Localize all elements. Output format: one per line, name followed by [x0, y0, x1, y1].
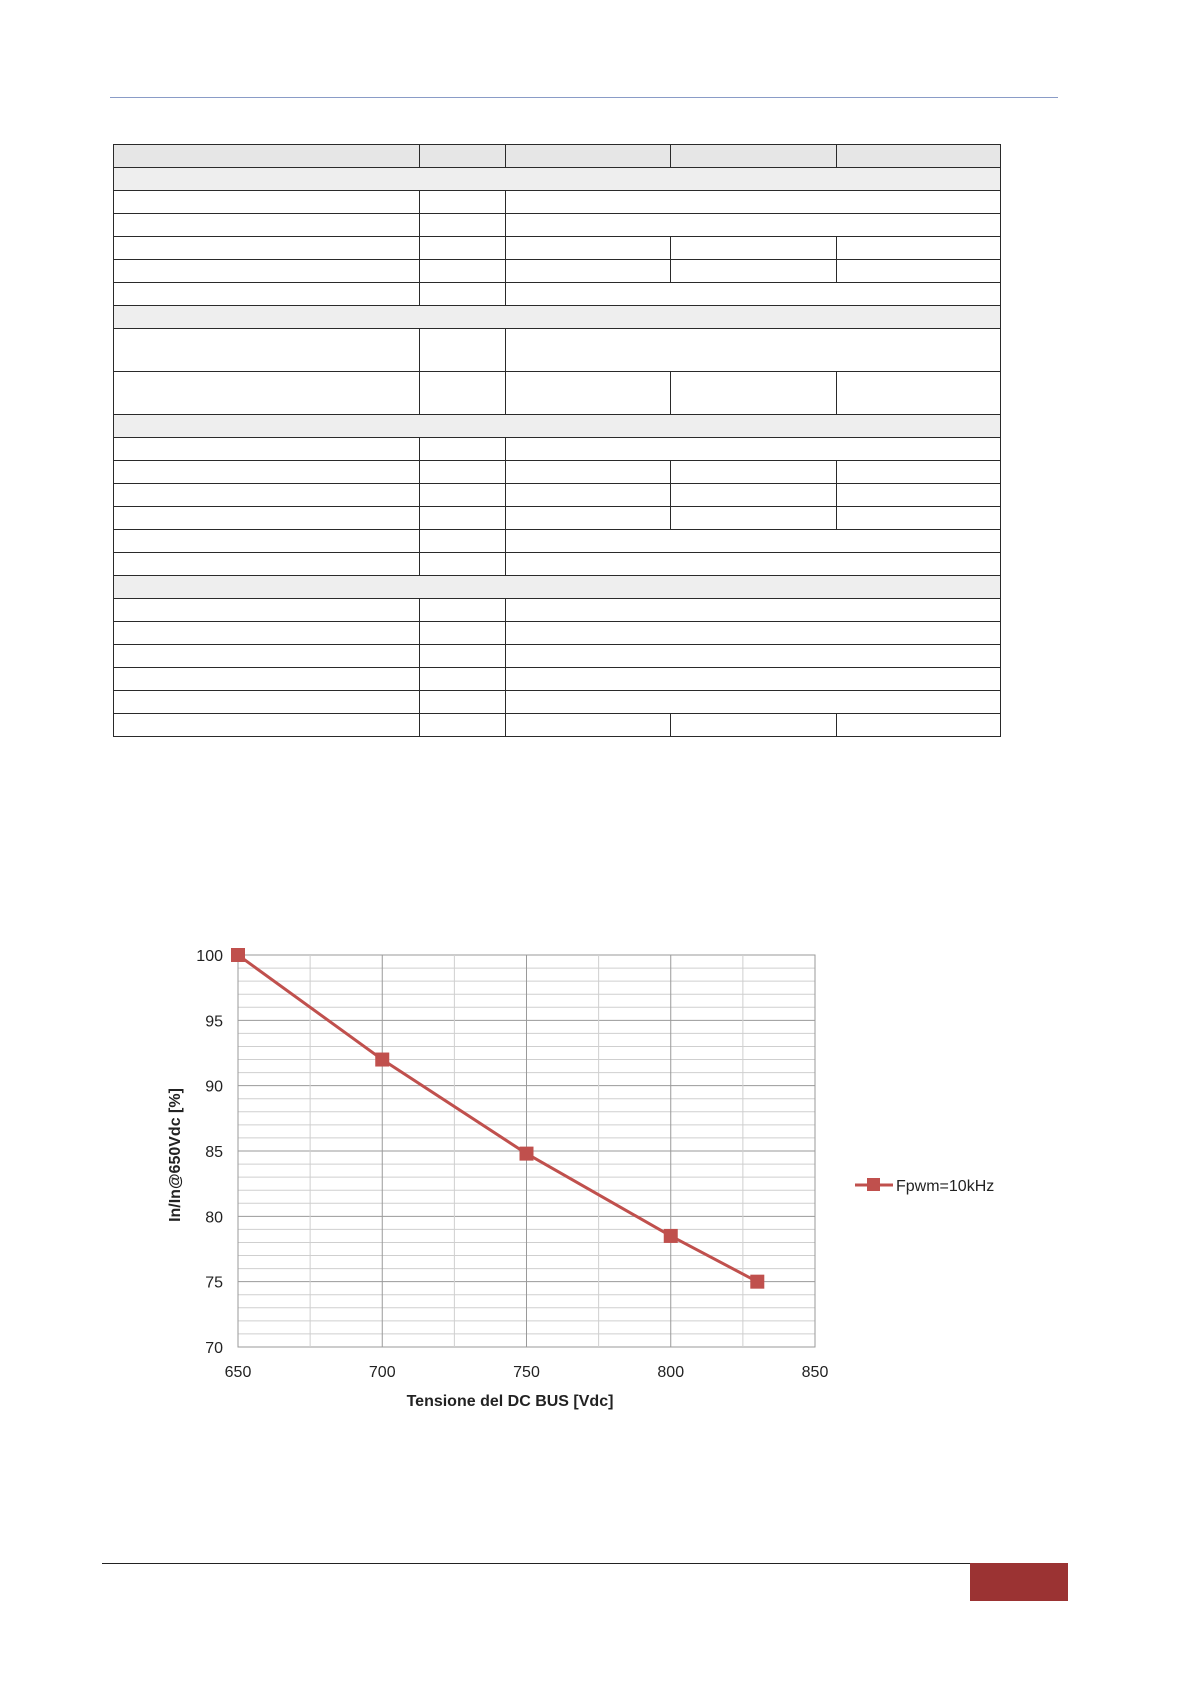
- table-cell: [420, 438, 506, 461]
- table-cell: [114, 507, 420, 530]
- table-cell: [420, 484, 506, 507]
- table-cell: [114, 145, 420, 168]
- data-point: [520, 1147, 534, 1161]
- table-cell: [837, 461, 1001, 484]
- table-row: [114, 484, 1001, 507]
- table-cell: [420, 599, 506, 622]
- table-cell: [837, 484, 1001, 507]
- table-cell: [506, 668, 1001, 691]
- table-cell: [114, 237, 420, 260]
- data-point: [750, 1275, 764, 1289]
- y-tick-label: 85: [205, 1144, 223, 1161]
- x-tick-label: 850: [801, 1364, 829, 1381]
- header-rule: [110, 97, 1058, 98]
- table-cell: [420, 237, 506, 260]
- table-cell: [671, 507, 837, 530]
- x-tick-label: 700: [368, 1364, 396, 1381]
- table-cell: [420, 507, 506, 530]
- table-cell: [837, 260, 1001, 283]
- chart-svg: [160, 930, 1030, 1420]
- table-cell: [506, 714, 671, 737]
- x-tick-label: 800: [657, 1364, 685, 1381]
- table-section-row: [114, 168, 1001, 191]
- page-tab: [970, 1563, 1068, 1601]
- table-row: [114, 645, 1001, 668]
- table-cell: [837, 507, 1001, 530]
- table-cell: [420, 714, 506, 737]
- y-axis-label: In/In@650Vdc [%]: [167, 1088, 184, 1222]
- derating-chart: [160, 930, 1030, 1425]
- table-cell: [420, 530, 506, 553]
- table-row: [114, 461, 1001, 484]
- table-cell: [671, 714, 837, 737]
- table-cell: [506, 214, 1001, 237]
- table-cell: [114, 484, 420, 507]
- table-row: [114, 237, 1001, 260]
- x-axis-label: Tensione del DC BUS [Vdc]: [406, 1393, 614, 1410]
- table-header-row: [114, 145, 1001, 168]
- y-tick-label: 70: [205, 1340, 223, 1357]
- y-tick-label: 75: [205, 1274, 223, 1292]
- table-cell: [420, 214, 506, 237]
- table-cell: [114, 691, 420, 714]
- table-cell: [506, 553, 1001, 576]
- data-point: [375, 1053, 389, 1067]
- table-cell: [114, 306, 1001, 329]
- table-cell: [420, 145, 506, 168]
- table-row: [114, 553, 1001, 576]
- footer-rule: [102, 1563, 970, 1564]
- table-row: [114, 329, 1001, 372]
- table-cell: [506, 145, 671, 168]
- table-cell: [114, 668, 420, 691]
- table-cell: [671, 145, 837, 168]
- y-tick-label: 80: [205, 1209, 223, 1227]
- table-cell: [114, 191, 420, 214]
- table-cell: [114, 553, 420, 576]
- table-cell: [837, 145, 1001, 168]
- legend: [855, 1178, 994, 1195]
- table-cell: [506, 507, 671, 530]
- table-cell: [506, 691, 1001, 714]
- table-row: [114, 622, 1001, 645]
- table-cell: [114, 714, 420, 737]
- specification-table: [113, 144, 1001, 737]
- table-cell: [506, 622, 1001, 645]
- table-cell: [114, 415, 1001, 438]
- table-cell: [506, 645, 1001, 668]
- table-cell: [420, 372, 506, 415]
- table-cell: [837, 237, 1001, 260]
- table-row: [114, 438, 1001, 461]
- table-cell: [506, 461, 671, 484]
- table-row: [114, 530, 1001, 553]
- table-cell: [506, 484, 671, 507]
- table-cell: [837, 372, 1001, 415]
- table-cell: [114, 599, 420, 622]
- table-section-row: [114, 576, 1001, 599]
- table-cell: [506, 191, 1001, 214]
- table-cell: [420, 461, 506, 484]
- table-cell: [420, 691, 506, 714]
- table-cell: [420, 329, 506, 372]
- table-cell: [420, 553, 506, 576]
- data-point: [231, 948, 245, 962]
- table-cell: [671, 484, 837, 507]
- table-cell: [114, 329, 420, 372]
- table-cell: [506, 237, 671, 260]
- table-cell: [420, 622, 506, 645]
- table-cell: [671, 372, 837, 415]
- table-cell: [506, 329, 1001, 372]
- table-cell: [114, 622, 420, 645]
- x-tick-labels: [225, 1364, 829, 1381]
- table-section-row: [114, 415, 1001, 438]
- y-tick-label: 100: [196, 948, 223, 965]
- table-cell: [420, 668, 506, 691]
- x-tick-label: 650: [224, 1364, 252, 1381]
- table-cell: [114, 645, 420, 668]
- y-tick-labels: [196, 948, 223, 1357]
- table-cell: [114, 576, 1001, 599]
- table-cell: [114, 372, 420, 415]
- table-cell: [420, 645, 506, 668]
- table-row: [114, 714, 1001, 737]
- table-cell: [114, 260, 420, 283]
- table-cell: [114, 461, 420, 484]
- table-cell: [114, 283, 420, 306]
- table-row: [114, 507, 1001, 530]
- data-point: [664, 1229, 678, 1243]
- y-tick-label: 90: [205, 1078, 223, 1096]
- table-cell: [671, 260, 837, 283]
- table-cell: [114, 214, 420, 237]
- legend-label: Fpwm=10kHz: [896, 1178, 995, 1195]
- table-cell: [114, 530, 420, 553]
- table-cell: [506, 260, 671, 283]
- table-cell: [420, 260, 506, 283]
- table-cell: [671, 461, 837, 484]
- table-cell: [506, 599, 1001, 622]
- table-row: [114, 668, 1001, 691]
- table-row: [114, 283, 1001, 306]
- table-cell: [671, 237, 837, 260]
- table-cell: [114, 438, 420, 461]
- legend-marker: [867, 1178, 880, 1191]
- table-section-row: [114, 306, 1001, 329]
- table-cell: [837, 714, 1001, 737]
- table-row: [114, 691, 1001, 714]
- table-cell: [506, 530, 1001, 553]
- table-row: [114, 214, 1001, 237]
- table-cell: [506, 372, 671, 415]
- table-cell: [420, 283, 506, 306]
- table-row: [114, 260, 1001, 283]
- table-row: [114, 191, 1001, 214]
- table-cell: [506, 438, 1001, 461]
- y-tick-label: 95: [205, 1013, 223, 1031]
- table-row: [114, 599, 1001, 622]
- table-row: [114, 372, 1001, 415]
- table-cell: [506, 283, 1001, 306]
- table-cell: [420, 191, 506, 214]
- table-cell: [114, 168, 1001, 191]
- x-tick-label: 750: [513, 1364, 540, 1381]
